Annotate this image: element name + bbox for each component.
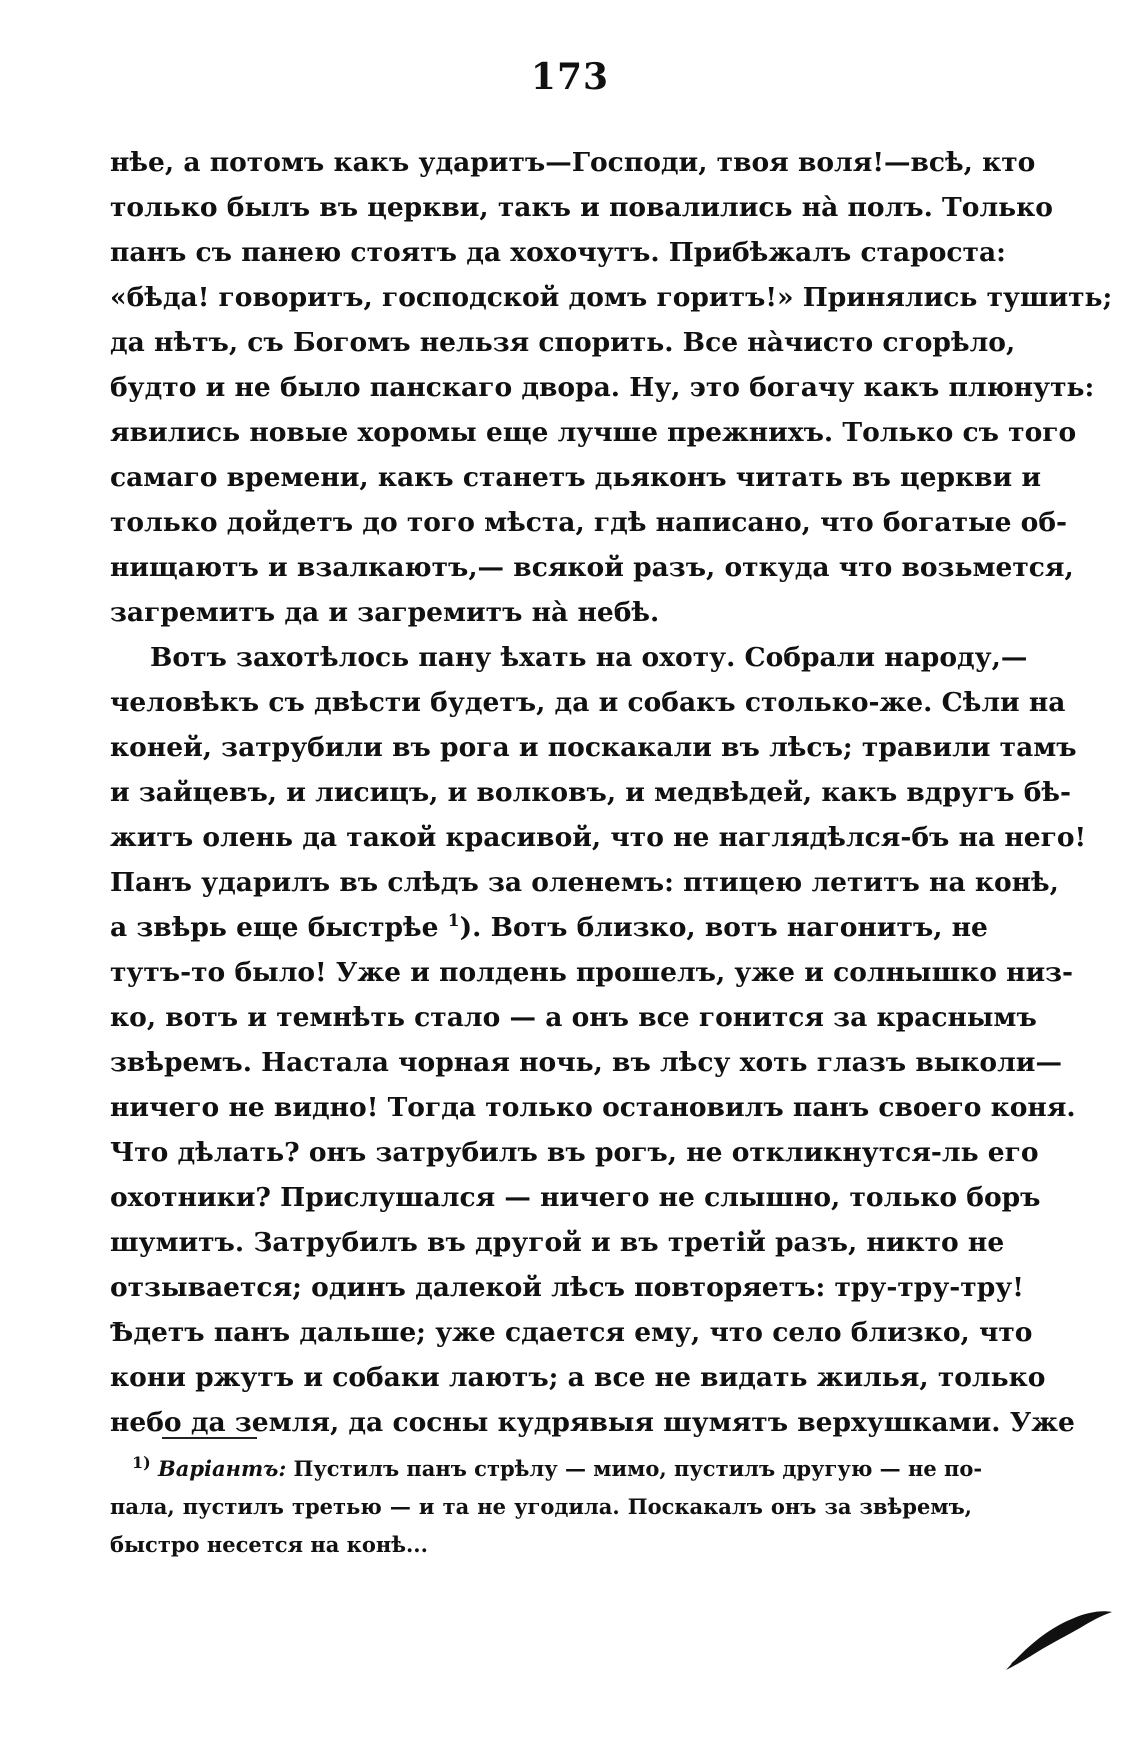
text-line: человѣкъ съ двѣсти будетъ, да и собакъ столько-же. Сѣли на bbox=[110, 687, 1066, 718]
text-line: Вотъ захотѣлось пану ѣхать на охоту. Собрали народу,— bbox=[150, 642, 1028, 673]
text-line: загремитъ да и загремитъ нà небѣ. bbox=[110, 597, 660, 628]
text-line: кони ржутъ и собаки лаютъ; а все не видать жилья, только bbox=[110, 1362, 1046, 1393]
text-line: и зайцевъ, и лисицъ, и волковъ, и медвѣдей, какъ вдругъ бѣ- bbox=[110, 777, 1072, 808]
main-text bbox=[110, 140, 1113, 1445]
text-line: тутъ-то было! Уже и полдень прошелъ, уже и солнышко низ- bbox=[110, 957, 1074, 988]
footnote-label: Варіантъ: bbox=[158, 1456, 287, 1481]
text-line: будто и не было панскаго двора. Ну, это богачу какъ плюнуть: bbox=[110, 372, 1095, 403]
text-segment: а звѣрь еще быстрѣе bbox=[110, 912, 439, 943]
text-line: «бѣда! говоритъ, господской домъ горитъ!» Принялись тушить; bbox=[110, 282, 1113, 313]
footnote-line bbox=[110, 1450, 983, 1488]
text-line: явились новые хоромы еще лучше прежнихъ. Только съ того bbox=[110, 417, 1077, 448]
text-line: охотники? Прислушался — ничего не слышно, только боръ bbox=[110, 1182, 1041, 1213]
text-line: да нѣтъ, съ Богомъ нельзя спорить. Все нàчисто сгорѣло, bbox=[110, 327, 1016, 358]
text-line: звѣремъ. Настала чорная ночь, въ лѣсу хоть глазъ выколи— bbox=[110, 1047, 1062, 1078]
text-line: коней, затрубили въ рога и поскакали въ лѣсъ; травили тамъ bbox=[110, 732, 1077, 763]
text-line: панъ съ панею стоятъ да хохочутъ. Прибѣжалъ староста: bbox=[110, 237, 1006, 268]
footnote-text: Пустилъ панъ стрѣлу — мимо, пустилъ другую — не по- bbox=[293, 1456, 983, 1481]
paragraph-continued bbox=[110, 140, 1113, 635]
quill-mark-icon bbox=[1004, 1604, 1114, 1672]
footnote-marker: 1) bbox=[132, 1453, 151, 1472]
paragraph-hunt bbox=[110, 635, 1087, 1445]
text-line: Ѣдетъ панъ дальше; уже сдается ему, что село близко, что bbox=[110, 1317, 1033, 1348]
footnote-line: быстро несется на конѣ... bbox=[110, 1532, 428, 1557]
text-line: шумитъ. Затрубилъ въ другой и въ третій разъ, никто не bbox=[110, 1227, 1005, 1258]
text-line: Что дѣлать? онъ затрубилъ въ рогъ, не откликнутся-ль его bbox=[110, 1137, 1039, 1168]
footnote bbox=[110, 1450, 983, 1564]
text-line: ко, вотъ и темнѣть стало — а онъ все гонится за краснымъ bbox=[110, 1002, 1037, 1033]
text-line: Панъ ударилъ въ слѣдъ за оленемъ: птицею летитъ на конѣ, bbox=[110, 867, 1059, 898]
page-number: 173 bbox=[530, 56, 610, 98]
text-line: самаго времени, какъ станетъ дьяконъ читать въ церкви и bbox=[110, 462, 1042, 493]
text-line: нищаютъ и взалкаютъ,— всякой разъ, откуда что возьмется, bbox=[110, 552, 1074, 583]
text-line: отзывается; одинъ далекой лѣсъ повторяетъ: тру-тру-тру! bbox=[110, 1272, 1024, 1303]
text-line: ничего не видно! Тогда только остановилъ панъ своего коня. bbox=[110, 1092, 1076, 1123]
text-segment: ). Вотъ близко, вотъ нагонитъ, не bbox=[459, 912, 988, 943]
text-line: небо да земля, да сосны кудрявыя шумятъ верхушками. Уже bbox=[110, 1407, 1075, 1438]
text-line: нѣе, а потомъ какъ ударитъ—Господи, твоя воля!—всѣ, кто bbox=[110, 147, 1036, 178]
text-line: только былъ въ церкви, такъ и повалились нà полъ. Только bbox=[110, 192, 1053, 223]
text-line: только дойдетъ до того мѣста, гдѣ написано, что богатые об- bbox=[110, 507, 1068, 538]
footnote-line: пала, пустилъ третью — и та не угодила. Поскакалъ онъ за звѣремъ, bbox=[110, 1494, 972, 1519]
footnote-separator bbox=[162, 1437, 257, 1439]
text-line-with-footnote-ref bbox=[110, 905, 988, 950]
footnote-reference[interactable]: 1 bbox=[447, 911, 460, 932]
text-line: житъ олень да такой красивой, что не наглядѣлся-бъ на него! bbox=[110, 822, 1087, 853]
